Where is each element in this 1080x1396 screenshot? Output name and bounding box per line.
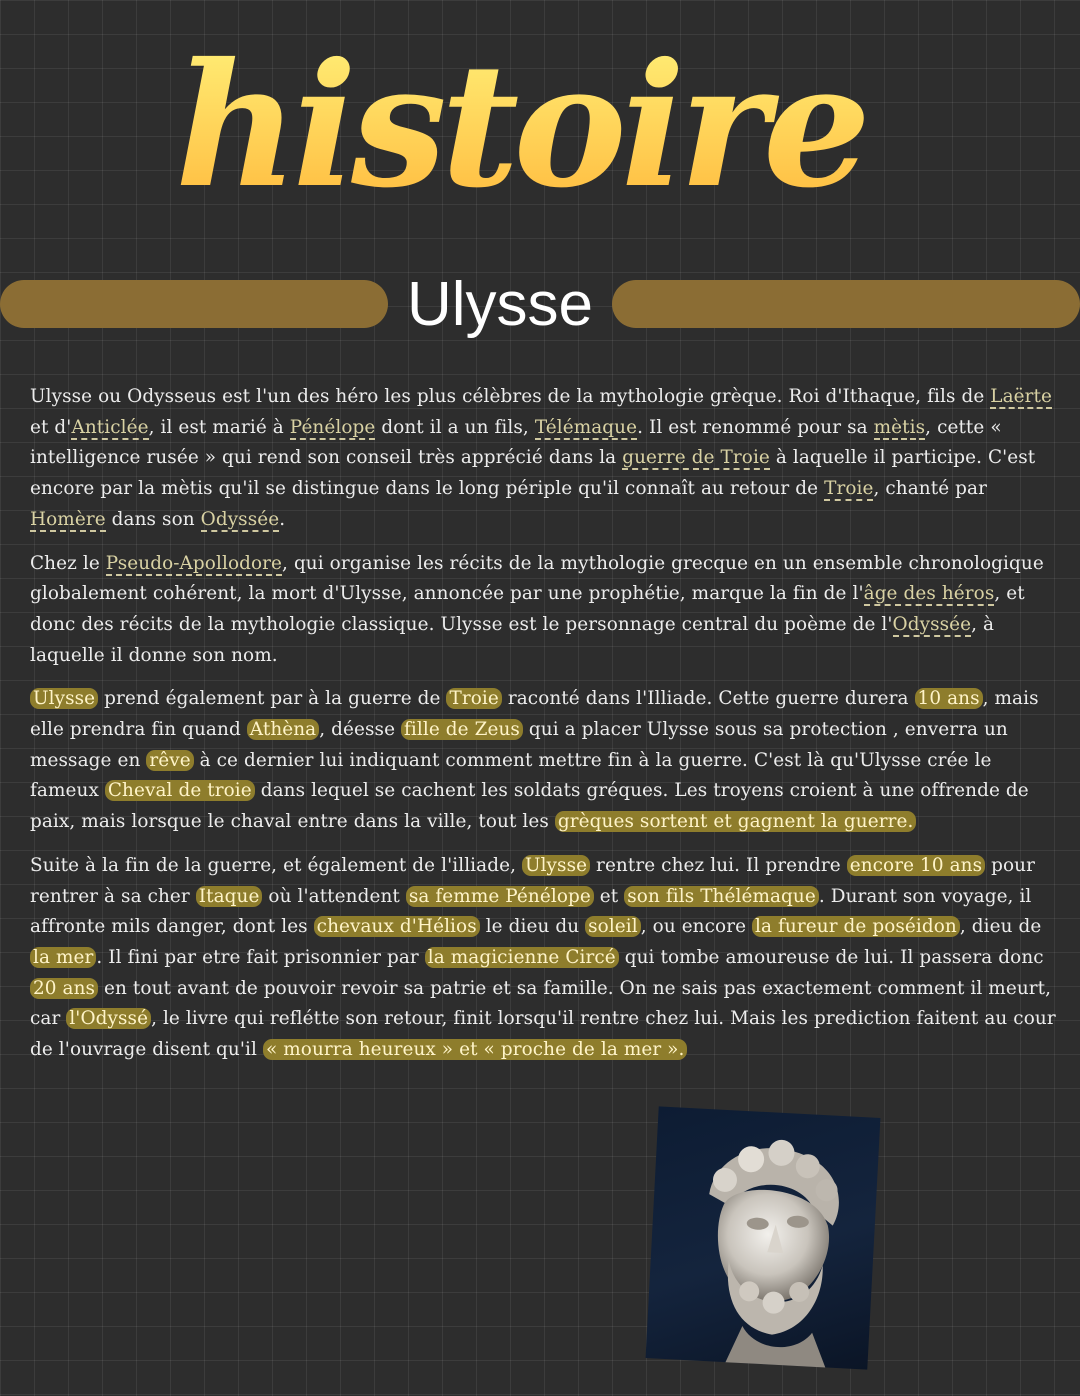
highlighted-term: chevaux d'Hélios <box>314 916 480 937</box>
article-body <box>30 382 1056 1079</box>
paragraph <box>30 382 1056 536</box>
highlighted-term: l'Odyssé <box>66 1008 151 1029</box>
highlighted-term: Athèna <box>247 719 320 740</box>
linked-term[interactable]: Pseudo-Apollodore <box>105 552 283 574</box>
text-run: Suite à la fin de la guerre, et également de l'illiade, <box>30 854 522 876</box>
page-subtitle: Ulysse <box>406 270 594 339</box>
title-text: histoire <box>174 26 866 226</box>
text-run: , chanté par <box>873 478 987 500</box>
text-run: qui a placer Ulysse sous sa protection , enverra un message en <box>30 719 1008 771</box>
text-run: , il est marié à <box>148 416 290 438</box>
text-run: , déesse <box>319 719 402 741</box>
text-run: , à laquelle il donne son nom. <box>30 613 995 666</box>
highlighted-term: « mourra heureux » et « proche de la mer ». <box>263 1039 688 1060</box>
text-run: Chez le <box>30 552 106 574</box>
text-run: où l'attendent <box>262 885 406 907</box>
title-band-left <box>0 280 388 328</box>
ulysses-statue-image <box>646 1106 881 1369</box>
highlighted-term: soleil <box>585 916 641 937</box>
highlighted-term: son fils Thélémaque <box>624 886 819 907</box>
linked-term[interactable]: Télémaque <box>534 416 638 438</box>
paragraph <box>30 684 1056 838</box>
linked-term[interactable]: Troie <box>824 478 874 500</box>
text-run: et d' <box>30 416 72 438</box>
text-run: qui tombe amoureuse de lui. Il passera donc <box>618 946 1044 968</box>
text-run: . Durant son voyage, il affronte mils danger, dont les <box>30 885 1032 938</box>
paragraph <box>30 851 1056 1066</box>
text-run: Ulysse ou Odysseus est l'un des héro les plus célèbres de la mythologie grèque. Roi d'Ithaque, fils de <box>30 386 991 407</box>
linked-term[interactable]: Pénélope <box>289 416 376 438</box>
text-run: , et donc des récits de la mythologie classique. Ulysse est le personnage central du poème de l' <box>30 583 1025 635</box>
highlighted-term: Ulysse <box>30 688 98 709</box>
text-run: , qui organise les récits de la mythologie grecque en un ensemble chronologique globalement cohérent, la mort d'Ulysse, annoncée par une prophétie, marque la fin de l' <box>30 552 1044 605</box>
highlighted-term: Itaque <box>196 886 263 907</box>
text-run: . <box>279 508 286 530</box>
text-run: , cette « intelligence rusée » qui rend son conseil très apprécié dans la <box>30 416 1002 469</box>
text-run: . Il fini par etre fait prisonnier par <box>96 946 425 968</box>
statue-icon <box>646 1106 881 1369</box>
text-run: et <box>593 885 625 907</box>
text-run: , ou encore <box>640 916 753 938</box>
highlighted-term: la mer <box>30 947 96 968</box>
highlighted-term: Cheval de troie <box>105 780 255 801</box>
highlighted-term: Troie <box>446 688 501 709</box>
text-run: dans son <box>105 508 201 530</box>
highlighted-term: 10 ans <box>915 688 983 709</box>
linked-term[interactable]: âge des héros <box>863 583 995 605</box>
text-run: dans lequel se cachent les soldats gréques. Les troyens croient à une offrende de paix, mais lorsque le chaval entre dans la ville, tout les <box>30 780 1029 833</box>
text-run: pour rentrer à sa cher <box>30 854 1035 907</box>
highlighted-term: la fureur de poséidon <box>752 916 960 937</box>
highlighted-term: encore 10 ans <box>847 855 985 876</box>
text-run: raconté dans l'Illiade. Cette guerre durera <box>501 688 915 710</box>
text-run: , le livre qui reflétte son retour, finit lorsqu'il rentre chez lui. Mais les prediction faitent au cour de l'ouvrage disent qu'il <box>30 1008 1056 1061</box>
linked-term[interactable]: guerre de Troie <box>622 447 770 469</box>
text-run: dont il a un fils, <box>375 416 535 438</box>
linked-term[interactable]: Homère <box>30 508 106 530</box>
highlighted-term: fille de Zeus <box>401 719 523 740</box>
highlighted-term: sa femme Pénélope <box>406 886 594 907</box>
text-run: prend également par à la guerre de <box>98 688 447 710</box>
text-run: en tout avant de pouvoir revoir sa patrie et sa famille. On ne sais pas exactement comment il meurt, car <box>30 977 1052 1030</box>
paragraph <box>30 549 1056 672</box>
highlighted-term: la magicienne Circé <box>425 947 619 968</box>
title-lettering <box>174 10 866 240</box>
page-title <box>174 10 866 240</box>
highlighted-term: rêve <box>146 750 193 771</box>
text-run: . Il est renommé pour sa <box>637 416 874 438</box>
title-band-right <box>612 280 1080 328</box>
linked-term[interactable]: Anticlée <box>71 416 149 438</box>
text-run: , mais elle prendra fin quand <box>30 688 1039 741</box>
text-run: le dieu du <box>479 916 586 938</box>
text-run: à ce dernier lui indiquant comment mettre fin à la guerre. C'est là qu'Ulysse crée le fameux <box>30 749 992 802</box>
highlighted-term: grèques sortent et gagnent la guerre. <box>555 811 917 832</box>
highlighted-term: Ulysse <box>522 855 590 876</box>
linked-term[interactable]: mètis <box>873 416 926 438</box>
linked-term[interactable]: Odyssée <box>892 613 972 635</box>
linked-term[interactable]: Laërte <box>990 386 1053 407</box>
text-run: rentre chez lui. Il prendre <box>590 854 847 876</box>
highlighted-term: 20 ans <box>30 978 98 999</box>
text-run: , dieu de <box>959 916 1042 938</box>
text-run: à laquelle il participe. C'est encore par la mètis qu'il se distingue dans le long périple qu'il connaît au retour de <box>30 447 1036 500</box>
linked-term[interactable]: Odyssée <box>200 508 280 530</box>
